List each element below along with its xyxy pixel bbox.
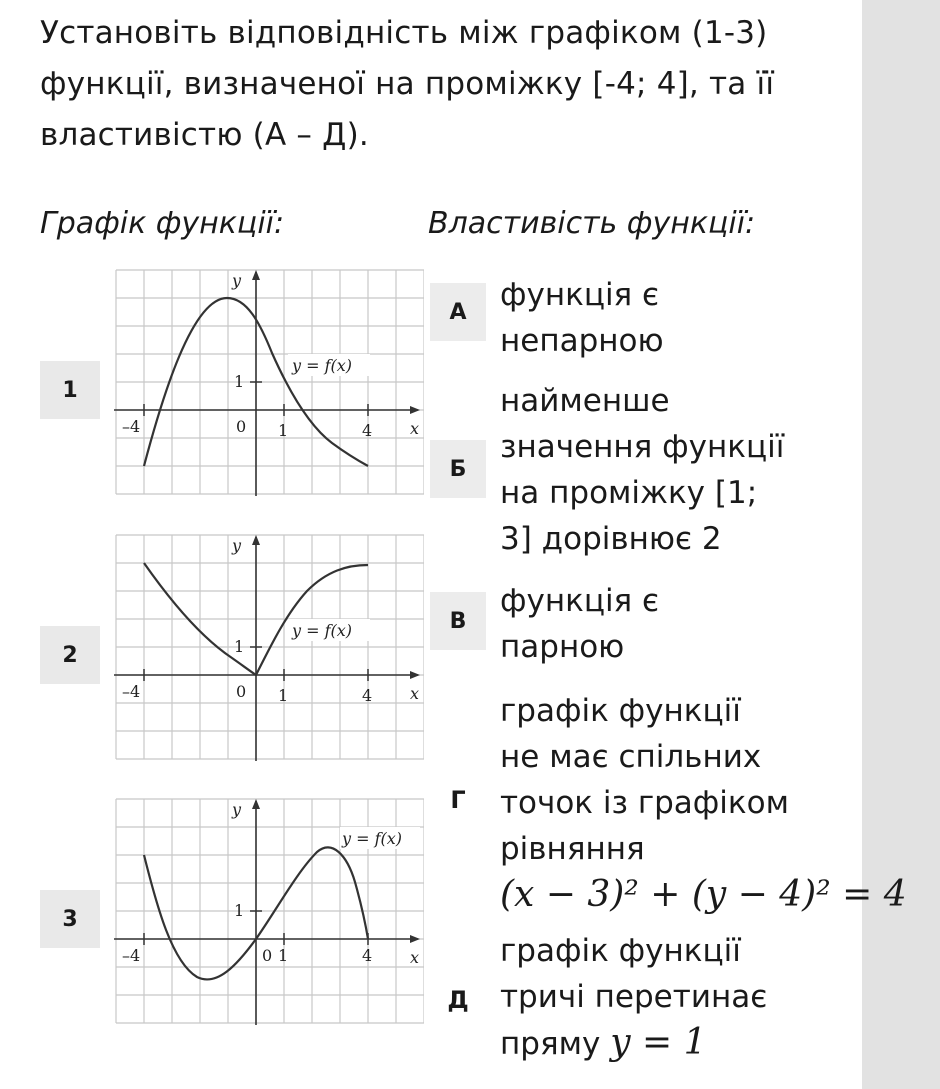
x-axis-label: x — [410, 948, 420, 967]
tick-neg4: –4 — [122, 946, 141, 965]
tick-x1: 1 — [278, 686, 289, 705]
graphs-header: Графік функції: — [40, 206, 285, 241]
tick-origin: 0 — [236, 682, 247, 701]
tick-x1: 1 — [278, 946, 289, 965]
tick-x4: 4 — [362, 946, 373, 965]
property-line: значення функції — [500, 429, 785, 465]
option-letter-a: А — [430, 283, 486, 341]
grid — [116, 270, 424, 494]
tick-origin: 0 — [236, 417, 247, 436]
property-line: тричі перетинає — [500, 979, 768, 1015]
tick-x4: 4 — [362, 686, 373, 705]
x-axis-arrow — [410, 406, 420, 414]
x-axis-arrow — [410, 671, 420, 679]
graph-3 — [112, 797, 424, 1027]
property-b — [500, 378, 784, 562]
properties-header: Властивість функції: — [428, 206, 756, 241]
question-line: Установіть відповідність між графіком (1-3) — [40, 15, 768, 51]
question-line: функції, визначеної на проміжку [-4; 4], та її — [40, 66, 775, 102]
y-axis-label: y — [232, 271, 242, 290]
tick-x4: 4 — [362, 421, 373, 440]
graph-1 — [112, 268, 424, 498]
property-line: не має спільних — [500, 739, 762, 775]
tick-y1: 1 — [234, 637, 245, 656]
property-line: 3] дорівнює 2 — [500, 521, 722, 557]
line-equation: y = 1 — [610, 1022, 707, 1063]
property-text: пряму — [500, 1026, 601, 1062]
property-line-with-formula — [500, 1020, 767, 1067]
property-v — [500, 578, 659, 670]
y-axis-arrow — [252, 799, 260, 809]
property-line: на проміжку [1; — [500, 475, 758, 511]
tick-y1: 1 — [234, 901, 245, 920]
property-line: функція є — [500, 583, 660, 619]
side-bar — [862, 0, 940, 1089]
graph-2 — [112, 533, 424, 763]
option-letter-v: В — [430, 592, 486, 650]
x-axis-arrow — [410, 935, 420, 943]
option-letter-g: Г — [450, 786, 466, 814]
property-line: рівняння — [500, 831, 645, 867]
property-line: графік функції — [500, 933, 741, 969]
property-line: функція є — [500, 277, 660, 313]
y-axis-label: y — [232, 800, 242, 819]
tick-x1: 1 — [278, 421, 289, 440]
question-text — [40, 8, 840, 161]
property-line: непарною — [500, 323, 664, 359]
x-axis-label: x — [410, 419, 420, 438]
option-letter-d: Д — [447, 986, 469, 1014]
property-a — [500, 272, 664, 364]
graph-number-2: 2 — [40, 626, 100, 684]
curve-label: y = f(x) — [292, 621, 353, 640]
property-g — [500, 688, 907, 918]
graph-number-1: 1 — [40, 361, 100, 419]
property-line: парною — [500, 629, 625, 665]
y-axis-arrow — [252, 270, 260, 280]
question-line: властивістю (А – Д). — [40, 117, 369, 153]
circle-equation: (x − 3)² + (y − 4)² = 4 — [500, 874, 907, 915]
property-d — [500, 928, 767, 1067]
property-line: точок із графіком — [500, 785, 789, 821]
y-axis-arrow — [252, 535, 260, 545]
option-letter-b: Б — [430, 440, 486, 498]
tick-neg4: –4 — [122, 682, 141, 701]
y-axis-label: y — [232, 536, 242, 555]
tick-origin: 0 — [262, 946, 273, 965]
property-line: найменше — [500, 383, 670, 419]
curve-label: y = f(x) — [292, 356, 353, 375]
tick-y1: 1 — [234, 372, 245, 391]
tick-neg4: –4 — [122, 417, 141, 436]
curve-label: y = f(x) — [342, 829, 403, 848]
graph-number-3: 3 — [40, 890, 100, 948]
property-line: графік функції — [500, 693, 741, 729]
x-axis-label: x — [410, 684, 420, 703]
